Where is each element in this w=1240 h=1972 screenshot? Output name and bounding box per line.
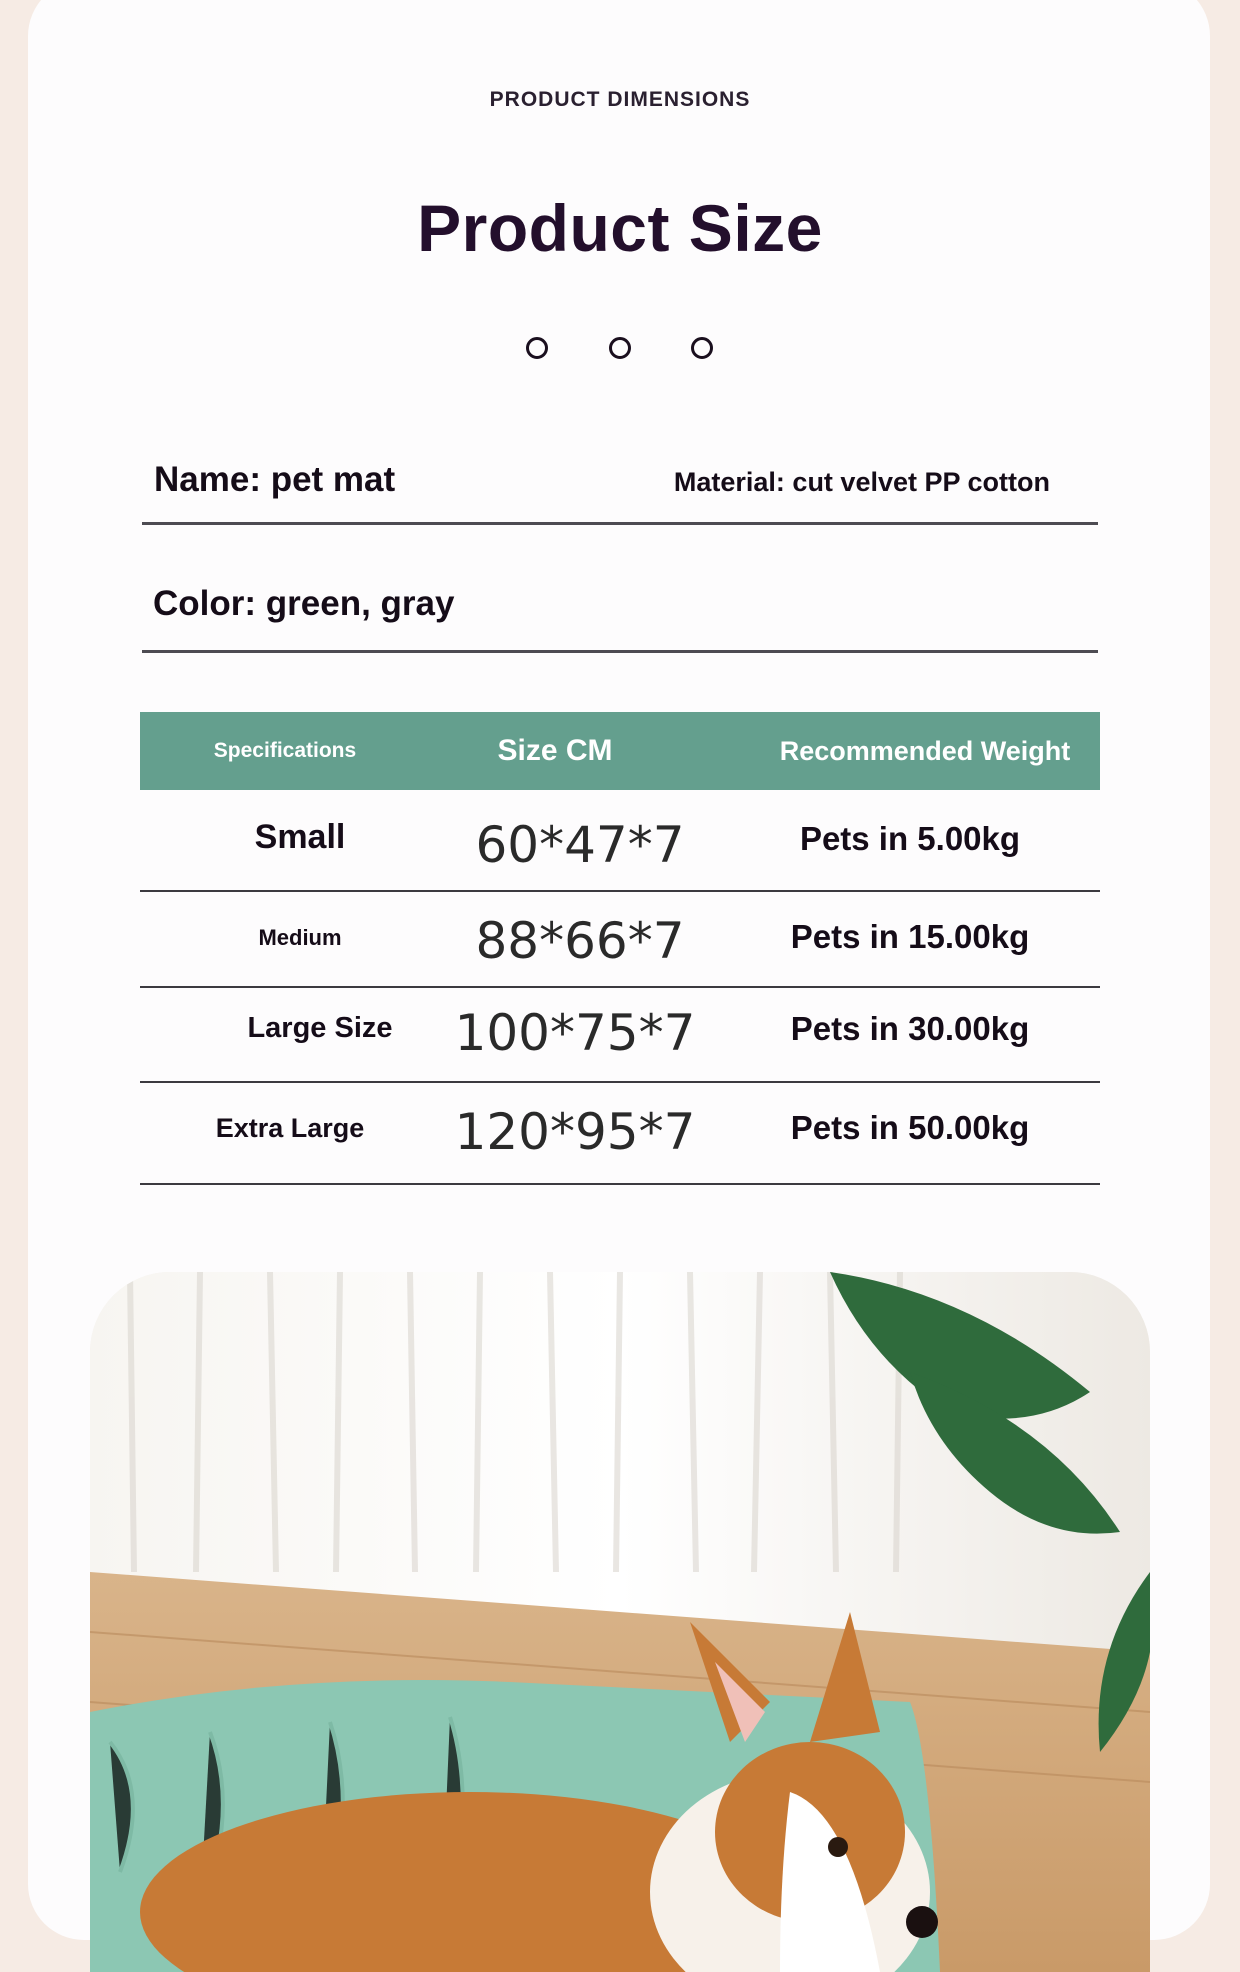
section-eyebrow: PRODUCT DIMENSIONS <box>489 88 751 111</box>
photo-illustration <box>90 1272 1150 1972</box>
cell-weight: Pets in 30.00kg <box>790 1010 1030 1047</box>
product-color: Color: green, gray <box>153 584 455 623</box>
table-row <box>140 790 1100 892</box>
table-header <box>140 712 1100 790</box>
cell-size: 60*47*7 <box>475 816 685 874</box>
product-name: Name: pet mat <box>154 460 396 499</box>
col-header-specifications: Specifications <box>213 739 357 762</box>
product-material: Material: cut velvet PP cotton <box>673 467 1050 497</box>
col-header-size: Size CM <box>497 734 613 767</box>
cell-spec: Large Size <box>247 1012 393 1044</box>
cell-weight: Pets in 15.00kg <box>790 918 1030 955</box>
table-row <box>140 1083 1100 1185</box>
carousel-dot[interactable] <box>526 337 548 359</box>
cell-spec: Extra Large <box>215 1113 365 1143</box>
carousel-dots <box>526 337 726 361</box>
cell-spec: Small <box>254 818 346 856</box>
cell-weight: Pets in 50.00kg <box>790 1109 1030 1146</box>
table-row <box>140 988 1100 1083</box>
info-row-color <box>142 568 1098 653</box>
info-row-name-material <box>142 440 1098 525</box>
carousel-dot[interactable] <box>609 337 631 359</box>
cell-spec: Medium <box>258 925 342 950</box>
size-table <box>140 712 1100 1185</box>
page-title: Product Size <box>417 191 823 265</box>
table-row <box>140 892 1100 988</box>
corgi-on-mat-image <box>90 1272 1150 1972</box>
carousel-dot[interactable] <box>691 337 713 359</box>
cell-size: 100*75*7 <box>454 1004 696 1062</box>
cell-weight: Pets in 5.00kg <box>799 820 1021 857</box>
col-header-weight: Recommended Weight <box>779 736 1071 766</box>
cell-size: 120*95*7 <box>454 1103 696 1161</box>
cell-size: 88*66*7 <box>475 912 685 970</box>
